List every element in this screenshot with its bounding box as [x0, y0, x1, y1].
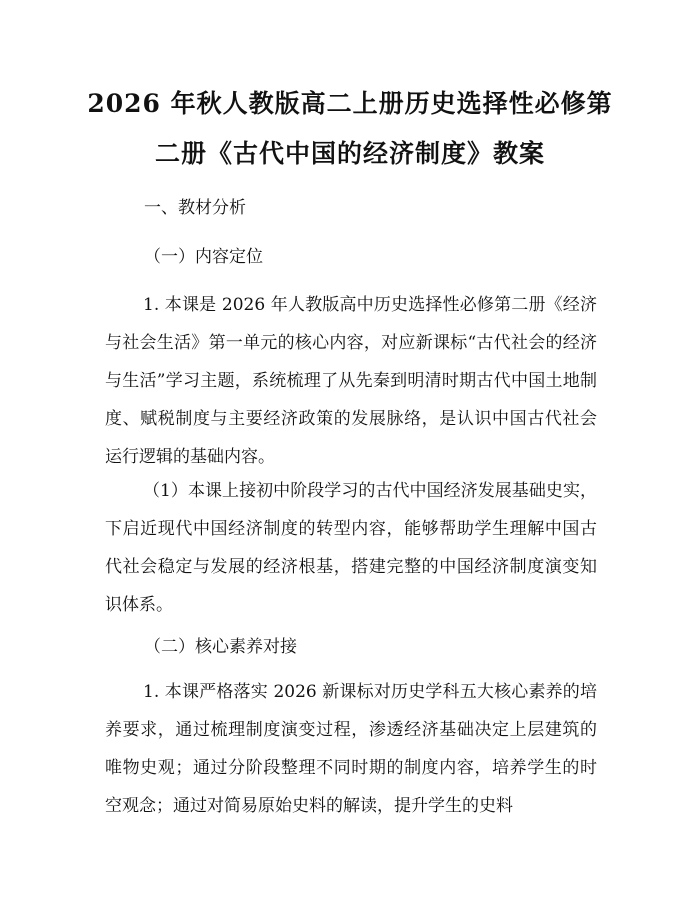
paragraph-course-overview: 1. 本课是 2026 年人教版高中历史选择性必修第二册《经济与社会生活》第一单元的核心内容，对应新课标“古代社会的经济与生活”学习主题，系统梳理了从先秦到明清时期古代中国土地制度、赋税制度与主要经济政策的发展脉络，是认识中国古代社会运行逻辑的基础内容。 — [105, 295, 597, 467]
paragraph-course-connection: （1）本课上接初中阶段学习的古代中国经济发展基础史实，下启近现代中国经济制度的转型内容，能够帮助学生理解中国古代社会稳定与发展的经济根基，搭建完整的中国经济制度演变知识体系。 — [105, 481, 597, 615]
paragraph-core-literacy: 1. 本课严格落实 2026 新课标对历史学科五大核心素养的培养要求，通过梳理制度演变过程，渗透经济基础决定上层建筑的唯物史观；通过分阶段整理不同时期的制度内容，培养学生的时空观念；通过对简易原始史料的解读，提升学生的史料 — [105, 682, 597, 816]
document-title-line-1: 2026 年秋人教版高二上册历史选择性必修第 — [87, 89, 613, 118]
document-title-line-2: 二册《古代中国的经济制度》教案 — [154, 139, 545, 168]
subsection-heading-core-literacy: （二）核心素养对接 — [144, 637, 297, 657]
subsection-heading-content-positioning: （一）内容定位 — [144, 247, 263, 267]
section-heading-textbook-analysis: 一、教材分析 — [144, 198, 246, 218]
